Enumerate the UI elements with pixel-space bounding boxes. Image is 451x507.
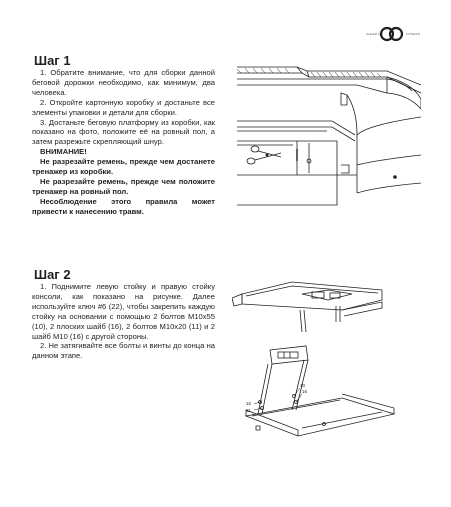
step2-paragraph: 2. Не затягивайте все болты и винты до конца на данном этапе. [32,341,215,361]
treadmill-box-scissors-illustration [237,65,421,210]
step2-body [32,282,215,361]
logo-text-left: CLEAR FIT [366,32,384,36]
treadmill-assembly-illustration [232,276,398,438]
callout-label: 11 [246,408,251,413]
callout-label: 10 [300,383,306,388]
warning-text: Не разрезайте ремень, прежде чем достанете тренажер из коробки. [32,157,215,177]
warning-text: Несоблюдение этого правила может привести к нанесению травм. [32,196,215,216]
brand-logo [366,26,421,42]
warning-title: ВНИМАНИЕ! [40,147,87,157]
step1-paragraph: 1. Обратите внимание, что для сборки данной беговой дорожки необходимо, как минимум, два человека. [32,68,215,97]
step1-paragraph: 3. Достаньте беговую платформу из коробки, как показано на фото, положите её на ровный пол, а затем разрежьте скрепляющий шнур. [32,117,215,147]
step1-body [32,68,215,217]
step2-title: Шаг 2 [34,267,71,282]
callout-label: 16 [246,401,252,406]
step1-title: Шаг 1 [34,53,71,68]
warning-text: Не разрезайте ремень, прежде чем положите тренажер на ровный пол. [32,176,215,196]
step2-paragraph: 1. Поднимите левую стойку и правую стойку консоли, как показано на рисунке. Далее используйте ключ #6 (22), чтобы закрепить каждую стойку на основании с помощью 2 болтов M10x55 (10), 2 плоских шайб (16), 2 болтов M10x20 (11) и 2 шайб M10 (16) с другой стороны. [32,282,215,341]
logo-text-right: FITNESS [406,32,421,36]
callout-label: 16 [302,389,308,394]
step1-paragraph: 2. Откройте картонную коробку и достаньте все элементы упаковки и детали для сборки. [32,97,215,117]
